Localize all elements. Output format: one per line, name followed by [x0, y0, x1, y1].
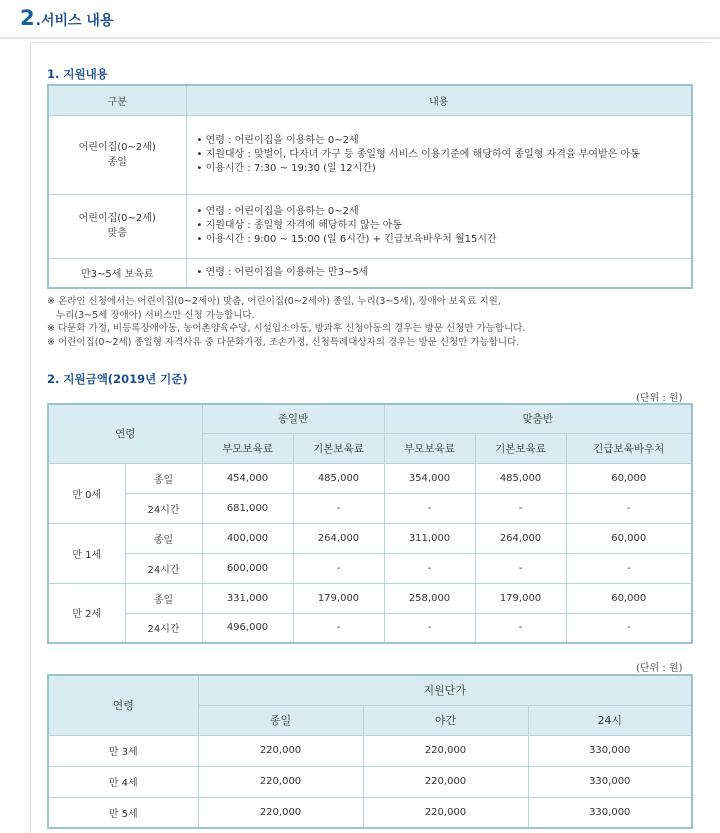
note-line: ※ 다문화 가정, 비등록장애아동, 농어촌양육수당, 시설입소아동, 방과후 신청아동의 경우는 방문 신청만 가능합니다. — [47, 323, 526, 334]
type-cell: 종일 — [125, 523, 202, 553]
value-cell: 485,000 — [475, 463, 566, 493]
section-number: 2 — [20, 6, 35, 30]
header-basic-fee: 기본보육료 — [293, 433, 384, 463]
value-cell: 311,000 — [384, 523, 475, 553]
type-cell: 24시간 — [125, 553, 202, 583]
value-cell: 600,000 — [202, 553, 293, 583]
value-cell: 220,000 — [198, 797, 363, 828]
header-full-day: 종일반 — [202, 404, 384, 433]
support-amount-table — [47, 403, 693, 644]
value-cell: - — [475, 493, 566, 523]
value-cell: - — [384, 553, 475, 583]
notes — [47, 295, 687, 349]
header-age: 연령 — [48, 404, 202, 463]
age-cell: 만 5세 — [48, 797, 198, 828]
value-cell: - — [293, 553, 384, 583]
value-cell: 60,000 — [566, 583, 692, 613]
row-content — [186, 115, 692, 194]
row-content — [186, 258, 692, 288]
header-night: 야간 — [363, 705, 528, 735]
value-cell: - — [384, 493, 475, 523]
header-parent-fee: 부모보육료 — [384, 433, 475, 463]
value-cell: 485,000 — [293, 463, 384, 493]
header-unit-price: 지원단가 — [198, 675, 692, 705]
header-24h: 24시 — [528, 705, 692, 735]
value-cell: - — [293, 613, 384, 643]
value-cell: 454,000 — [202, 463, 293, 493]
value-cell: 179,000 — [475, 583, 566, 613]
type-cell: 24시간 — [125, 613, 202, 643]
row-content — [186, 194, 692, 258]
section-divider — [0, 37, 720, 39]
type-cell: 종일 — [125, 583, 202, 613]
age-cell: 만 2세 — [48, 583, 125, 643]
unit-label: (단위 : 원) — [636, 663, 683, 674]
type-cell: 24시간 — [125, 493, 202, 523]
value-cell: 60,000 — [566, 463, 692, 493]
row-category — [48, 258, 186, 288]
unit-price-table — [47, 674, 693, 829]
age-cell: 만 0세 — [48, 463, 125, 523]
category-text: 어린이집(0~2세) 종일 — [78, 141, 156, 168]
value-cell: - — [566, 613, 692, 643]
subsection-title-support-amount: 2. 지원금액(2019년 기준) — [47, 372, 188, 386]
value-cell: - — [566, 553, 692, 583]
section-title — [20, 6, 113, 34]
bullet-item: • 연령 : 어린이집을 이용하는 0~2세 — [196, 206, 359, 217]
bullet-item: • 지원대상 : 맞벌이, 다자녀 가구 등 종일형 서비스 이용기준에 해당하여 종일형 자격을 부여받은 아동 — [196, 148, 640, 160]
header-parent-fee: 부모보육료 — [202, 433, 293, 463]
header-basic-fee: 기본보육료 — [475, 433, 566, 463]
value-cell: 60,000 — [566, 523, 692, 553]
age-cell: 만 3세 — [48, 735, 198, 766]
header-content: 내용 — [186, 85, 692, 115]
support-content-table — [47, 84, 693, 289]
subsection-title-support-content: 1. 지원내용 — [47, 67, 108, 81]
category-text: 만3~5세 보육료 — [80, 269, 154, 281]
header-full-day: 종일 — [198, 705, 363, 735]
value-cell: 330,000 — [528, 735, 692, 766]
category-text: 어린이집(0~2세) 맞춤 — [78, 213, 156, 239]
header-age: 연령 — [48, 675, 198, 735]
value-cell: 258,000 — [384, 583, 475, 613]
section-title-text: .서비스 내용 — [35, 13, 114, 29]
age-cell: 만 1세 — [48, 523, 125, 583]
bullet-item: • 이용시간 : 9:00 ~ 15:00 (일 6시간) + 긴급보육바우처 월15시간 — [196, 234, 497, 245]
value-cell: 220,000 — [363, 766, 528, 797]
value-cell: 220,000 — [198, 735, 363, 766]
header-emergency-voucher: 긴급보육바우처 — [566, 433, 692, 463]
type-cell: 종일 — [125, 463, 202, 493]
value-cell: - — [384, 613, 475, 643]
value-cell: 220,000 — [363, 797, 528, 828]
bullet-item: • 이용시간 : 7:30 ~ 19:30 (일 12시간) — [196, 162, 376, 174]
note-line: 누리(3~5세 장애아) 서비스만 신청 가능합니다. — [47, 309, 255, 321]
value-cell: 354,000 — [384, 463, 475, 493]
value-cell: 264,000 — [475, 523, 566, 553]
value-cell: - — [475, 613, 566, 643]
bullet-item: • 연령 : 어린이집을 이용하는 0~2세 — [196, 134, 359, 146]
value-cell: 330,000 — [528, 766, 692, 797]
unit-label: (단위 : 원) — [636, 393, 683, 404]
value-cell: 331,000 — [202, 583, 293, 613]
value-cell: 220,000 — [363, 735, 528, 766]
value-cell: - — [475, 553, 566, 583]
value-cell: - — [293, 493, 384, 523]
note-line: ※ 어린이집(0~2세) 종일형 자격사유 중 다문화가정, 조손가정, 신청특례대상자의 경우는 방문 신청만 가능합니다. — [47, 336, 520, 348]
note-line: ※ 온라인 신청에서는 어린이집(0~2세아) 맞춤, 어린이집(0~2세아) 종일, 누리(3~5세), 장애아 보육료 지원, — [47, 296, 501, 307]
value-cell: 400,000 — [202, 523, 293, 553]
value-cell: - — [566, 493, 692, 523]
value-cell: 681,000 — [202, 493, 293, 523]
value-cell: 330,000 — [528, 797, 692, 828]
bullet-item: • 지원대상 : 종일형 자격에 해당하지 않는 아동 — [196, 220, 402, 231]
row-category — [48, 115, 186, 194]
value-cell: 220,000 — [198, 766, 363, 797]
age-cell: 만 4세 — [48, 766, 198, 797]
value-cell: 179,000 — [293, 583, 384, 613]
header-custom: 맞춤반 — [384, 404, 692, 433]
bullet-item: • 연령 : 어린이집을 이용하는 만3~5세 — [196, 266, 369, 278]
header-category: 구분 — [48, 85, 186, 115]
row-category — [48, 194, 186, 258]
value-cell: 496,000 — [202, 613, 293, 643]
value-cell: 264,000 — [293, 523, 384, 553]
